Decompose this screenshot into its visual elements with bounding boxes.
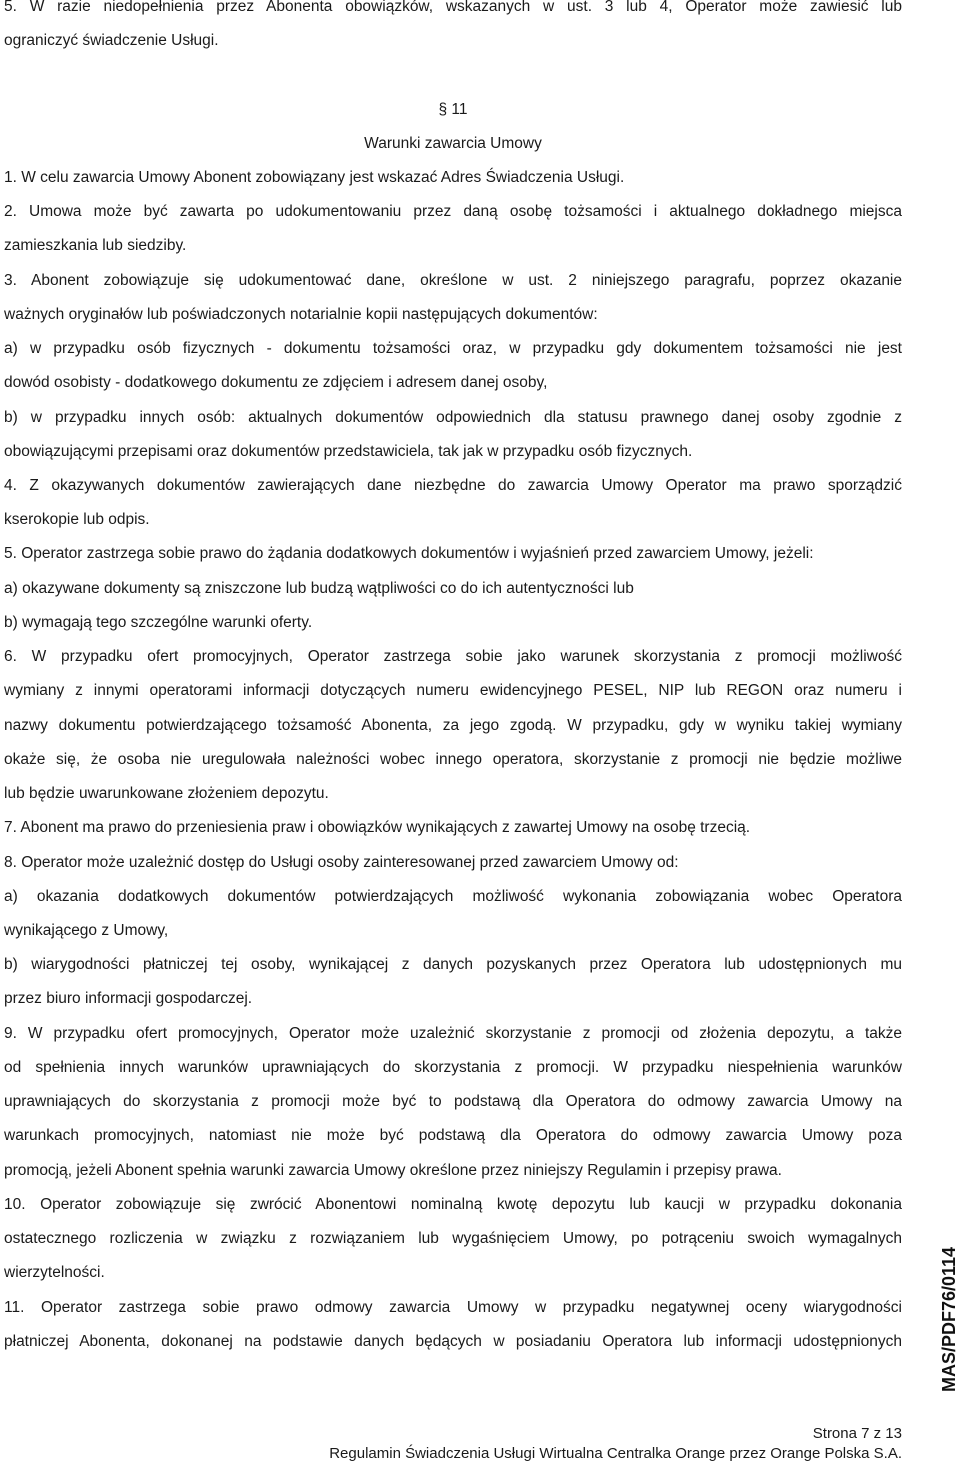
text-line: ważnych oryginałów lub poświadczonych notarialnie kopii następujących dokumentów:: [4, 306, 598, 323]
text-line: promocją, jeżeli Abonent spełnia warunki zawarcia Umowy określone przez niniejszy Regulamin i przepisy prawa.: [4, 1162, 782, 1179]
text-line: 5. W razie niedopełnienia przez Abonenta obowiązków, wskazanych w ust. 3 lub 4, Operator może zawiesić lub: [4, 0, 902, 15]
text-line: nazwy dokumentu potwierdzającego tożsamość Abonenta, za jego zgodą. W przypadku, gdy w wyniku takiej wymiany: [4, 717, 902, 734]
text-line: kserokopie lub odpis.: [4, 511, 150, 528]
text-line: ograniczyć świadczenie Usługi.: [4, 32, 219, 49]
text-line: a) w przypadku osób fizycznych - dokumentu tożsamości oraz, w przypadku gdy dokumentem tożsamości nie jest: [4, 340, 902, 357]
text-line: wymiany z innymi operatorami informacji dotyczących numeru ewidencyjnego PESEL, NIP lub REGON oraz numeru i: [4, 682, 902, 699]
text-line: warunkach promocyjnych, natomiast nie może być podstawą dla Operatora do odmowy zawarcia Umowy poza: [4, 1127, 902, 1144]
text-line: zamieszkania lub siedziby.: [4, 237, 187, 254]
text-line: wynikającego z Umowy,: [4, 922, 169, 939]
text-line: obowiązującymi przepisami oraz dokumentów przedstawiciela, tak jak w przypadku osób fizycznych.: [4, 443, 693, 460]
text-line: wierzytelności.: [4, 1264, 105, 1281]
text-line: b) w przypadku innych osób: aktualnych dokumentów odpowiednich dla statusu prawnego danej osoby zgodnie z: [4, 409, 902, 426]
text-line: 10. Operator zobowiązuje się zwrócić Abonentowi nominalną kwotę depozytu lub kaucji w przypadku dokonania: [4, 1196, 902, 1213]
document-code: MAS/PDF76/0114: [939, 1246, 959, 1392]
text-line: płatniczej Abonenta, dokonanej na podstawie danych będących w posiadaniu Operatora lub informacji udostępnionych: [4, 1333, 902, 1350]
text-line: 5. Operator zastrzega sobie prawo do żądania dodatkowych dokumentów i wyjaśnień przed zawarciem Umowy, jeżeli:: [4, 545, 814, 562]
text-line: lub będzie uwarunkowane złożeniem depozytu.: [4, 785, 329, 802]
section-title: Warunki zawarcia Umowy: [364, 135, 542, 152]
text-line: b) wymagają tego szczególne warunki oferty.: [4, 614, 313, 631]
text-line: okaże się, że osoba nie uregulowała należności wobec innego operatora, skorzystanie z promocji nie będzie możliwe: [4, 751, 902, 768]
footer-document-title: Regulamin Świadczenia Usługi Wirtualna Centralka Orange przez Orange Polska S.A.: [329, 1445, 902, 1462]
text-line: 9. W przypadku ofert promocyjnych, Operator może uzależnić skorzystanie z promocji od złożenia depozytu, a także: [4, 1025, 902, 1042]
section-number: § 11: [438, 101, 468, 118]
text-line: od spełnienia innych warunków uprawniających do skorzystania z promocji. W przypadku niespełnienia warunków: [4, 1059, 902, 1076]
text-line: 7. Abonent ma prawo do przeniesienia praw i obowiązków wynikających z zawartej Umowy na osobę trzecią.: [4, 819, 751, 836]
page-number: Strona 7 z 13: [812, 1425, 902, 1442]
text-line: dowód osobisty - dodatkowego dokumentu ze zdjęciem i adresem danej osoby,: [4, 374, 548, 391]
text-line: 8. Operator może uzależnić dostęp do Usługi osoby zainteresowanej przed zawarciem Umowy od:: [4, 854, 679, 871]
text-line: 11. Operator zastrzega sobie prawo odmowy zawarcia Umowy w przypadku negatywnej oceny wiarygodności: [4, 1299, 902, 1316]
text-line: 4. Z okazywanych dokumentów zawierających dane niezbędne do zawarcia Umowy Operator ma prawo sporządzić: [4, 477, 902, 494]
text-line: przez biuro informacji gospodarczej.: [4, 990, 253, 1007]
text-line: 6. W przypadku ofert promocyjnych, Operator zastrzega sobie jako warunek skorzystania z promocji możliwość: [4, 648, 902, 665]
text-line: a) okazywane dokumenty są zniszczone lub budzą wątpliwości co do ich autentyczności lub: [4, 580, 634, 597]
text-line: 2. Umowa może być zawarta po udokumentowaniu przez daną osobę tożsamości i aktualnego dokładnego miejsca: [4, 203, 902, 220]
text-line: ostatecznego rozliczenia w związku z rozwiązaniem lub wygaśnięciem Umowy, po potrąceniu swoich wymagalnych: [4, 1230, 902, 1247]
text-line: b) wiarygodności płatniczej tej osoby, wynikającej z danych pozyskanych przez Operatora lub udostępnionych mu: [4, 956, 902, 973]
text-line: uprawniających do skorzystania z promocji może być to podstawą dla Operatora do odmowy zawarcia Umowy na: [4, 1093, 902, 1110]
text-line: a) okazania dodatkowych dokumentów potwierdzających możliwość wykonania zobowiązania wobec Operatora: [4, 888, 902, 905]
text-line: 1. W celu zawarcia Umowy Abonent zobowiązany jest wskazać Adres Świadczenia Usługi.: [4, 169, 625, 186]
text-line: 3. Abonent zobowiązuje się udokumentować dane, określone w ust. 2 niniejszego paragrafu, poprzez okazanie: [4, 272, 902, 289]
